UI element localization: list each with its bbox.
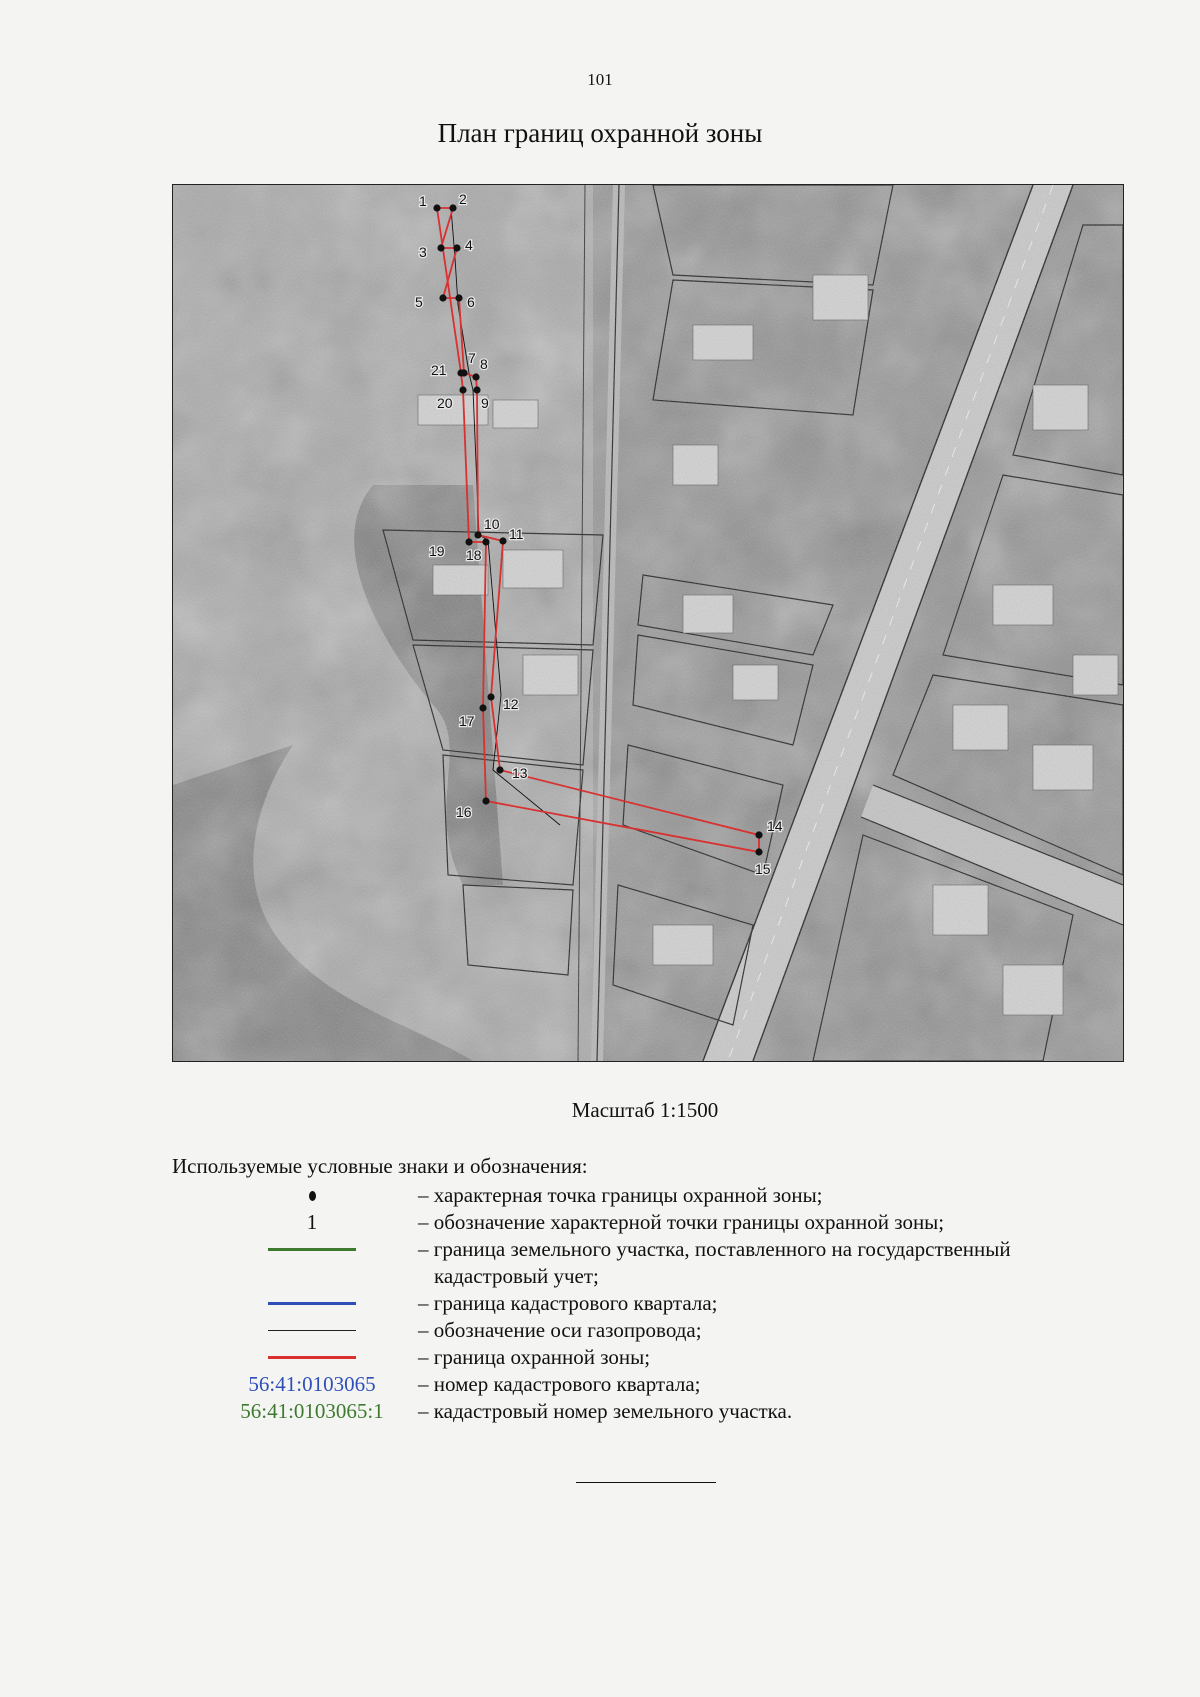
legend-row-land-parcel (172, 1236, 1132, 1290)
boundary-point-2 (449, 204, 456, 211)
boundary-point-label-21: 21 (431, 362, 447, 378)
boundary-point-10 (474, 531, 481, 538)
boundary-point-11 (499, 537, 506, 544)
boundary-point-17 (479, 704, 486, 711)
boundary-point-label-3: 3 (419, 244, 427, 260)
black-line-icon (268, 1330, 356, 1331)
boundary-point-label-9: 9 (481, 395, 489, 411)
legend-symbol-line (202, 1236, 422, 1263)
legend-row-quarter-number (172, 1371, 1132, 1398)
red-line-icon (268, 1356, 356, 1359)
legend-text: – обозначение оси газопровода; (418, 1318, 702, 1342)
legend-symbol-line (202, 1344, 422, 1371)
boundary-point-19 (465, 538, 472, 545)
legend-text-block (418, 1236, 1138, 1290)
boundary-point-label-5: 5 (415, 294, 423, 310)
legend-text: – граница земельного участка, поставленного на государственный (418, 1237, 1011, 1261)
boundary-point-label-7: 7 (468, 350, 476, 366)
legend-text: – номер кадастрового квартала; (418, 1372, 701, 1396)
boundary-point-5 (439, 294, 446, 301)
legend-text: – граница охранной зоны; (418, 1345, 651, 1369)
legend-text: – обозначение характерной точки границы охранной зоны; (418, 1210, 945, 1234)
boundary-point-12 (487, 693, 494, 700)
boundary-point-13 (496, 766, 503, 773)
legend-symbol-line (202, 1317, 422, 1344)
legend-row-parcel-number (172, 1398, 1132, 1425)
boundary-point-label-4: 4 (465, 237, 473, 253)
end-divider (576, 1482, 716, 1483)
boundary-point-1 (433, 204, 440, 211)
boundary-point-20 (459, 386, 466, 393)
blue-line-icon (268, 1302, 356, 1305)
legend-text: – характерная точка границы охранной зоны; (418, 1183, 823, 1207)
map-canvas (173, 185, 1123, 1061)
legend-row-point (172, 1182, 1132, 1209)
boundary-point-label-15: 15 (755, 861, 771, 877)
legend-text: – граница кадастрового квартала; (418, 1291, 718, 1315)
boundary-point-label-14: 14 (767, 818, 783, 834)
legend-text: – кадастровый номер земельного участка. (418, 1399, 793, 1423)
boundary-point-15 (755, 848, 762, 855)
point-dot-icon (309, 1191, 316, 1201)
boundary-point-label-8: 8 (480, 356, 488, 372)
legend-symbol-dot (202, 1182, 422, 1209)
legend-symbol-parcel-number: 56:41:0103065:1 (240, 1399, 384, 1423)
legend-row-protection-zone (172, 1344, 1132, 1371)
legend-text-continued: кадастровый учет; (434, 1264, 599, 1288)
boundary-point-label-1: 1 (419, 193, 427, 209)
boundary-point-label-19: 19 (429, 543, 445, 559)
boundary-point-label-2: 2 (459, 191, 467, 207)
boundary-point-9 (473, 386, 480, 393)
boundary-point-label-18: 18 (466, 547, 482, 563)
page-number: 101 (587, 70, 613, 89)
boundary-point-8 (472, 373, 479, 380)
boundary-point-label-12: 12 (503, 696, 519, 712)
page-title: План границ охранной зоны (437, 118, 763, 148)
legend-symbol-quarter-number: 56:41:0103065 (248, 1372, 376, 1396)
boundary-point-16 (482, 797, 489, 804)
legend-row-pipeline-axis (172, 1317, 1132, 1344)
legend-symbol-label: 1 (306, 1210, 318, 1234)
legend-row-point-label (172, 1209, 1132, 1236)
photo-grain (173, 185, 1123, 1061)
boundary-point-6 (455, 294, 462, 301)
legend-title: Используемые условные знаки и обозначения: (172, 1154, 588, 1178)
boundary-point-label-20: 20 (437, 395, 453, 411)
boundary-point-4 (453, 244, 460, 251)
boundary-point-18 (482, 538, 489, 545)
legend-symbol-line (202, 1290, 422, 1317)
legend (172, 1182, 1132, 1425)
boundary-point-label-17: 17 (459, 713, 475, 729)
boundary-point-label-6: 6 (467, 294, 475, 310)
boundary-point-label-16: 16 (456, 804, 472, 820)
green-line-icon (268, 1248, 356, 1251)
boundary-point-14 (755, 831, 762, 838)
legend-row-cadastral-quarter (172, 1290, 1132, 1317)
boundary-point-label-10: 10 (484, 516, 500, 532)
boundary-point-label-13: 13 (512, 765, 528, 781)
aerial-map (172, 184, 1124, 1062)
boundary-point-21 (457, 369, 464, 376)
boundary-point-label-11: 11 (509, 526, 524, 542)
map-scale: Масштаб 1:1500 (571, 1098, 719, 1122)
boundary-point-3 (437, 244, 444, 251)
